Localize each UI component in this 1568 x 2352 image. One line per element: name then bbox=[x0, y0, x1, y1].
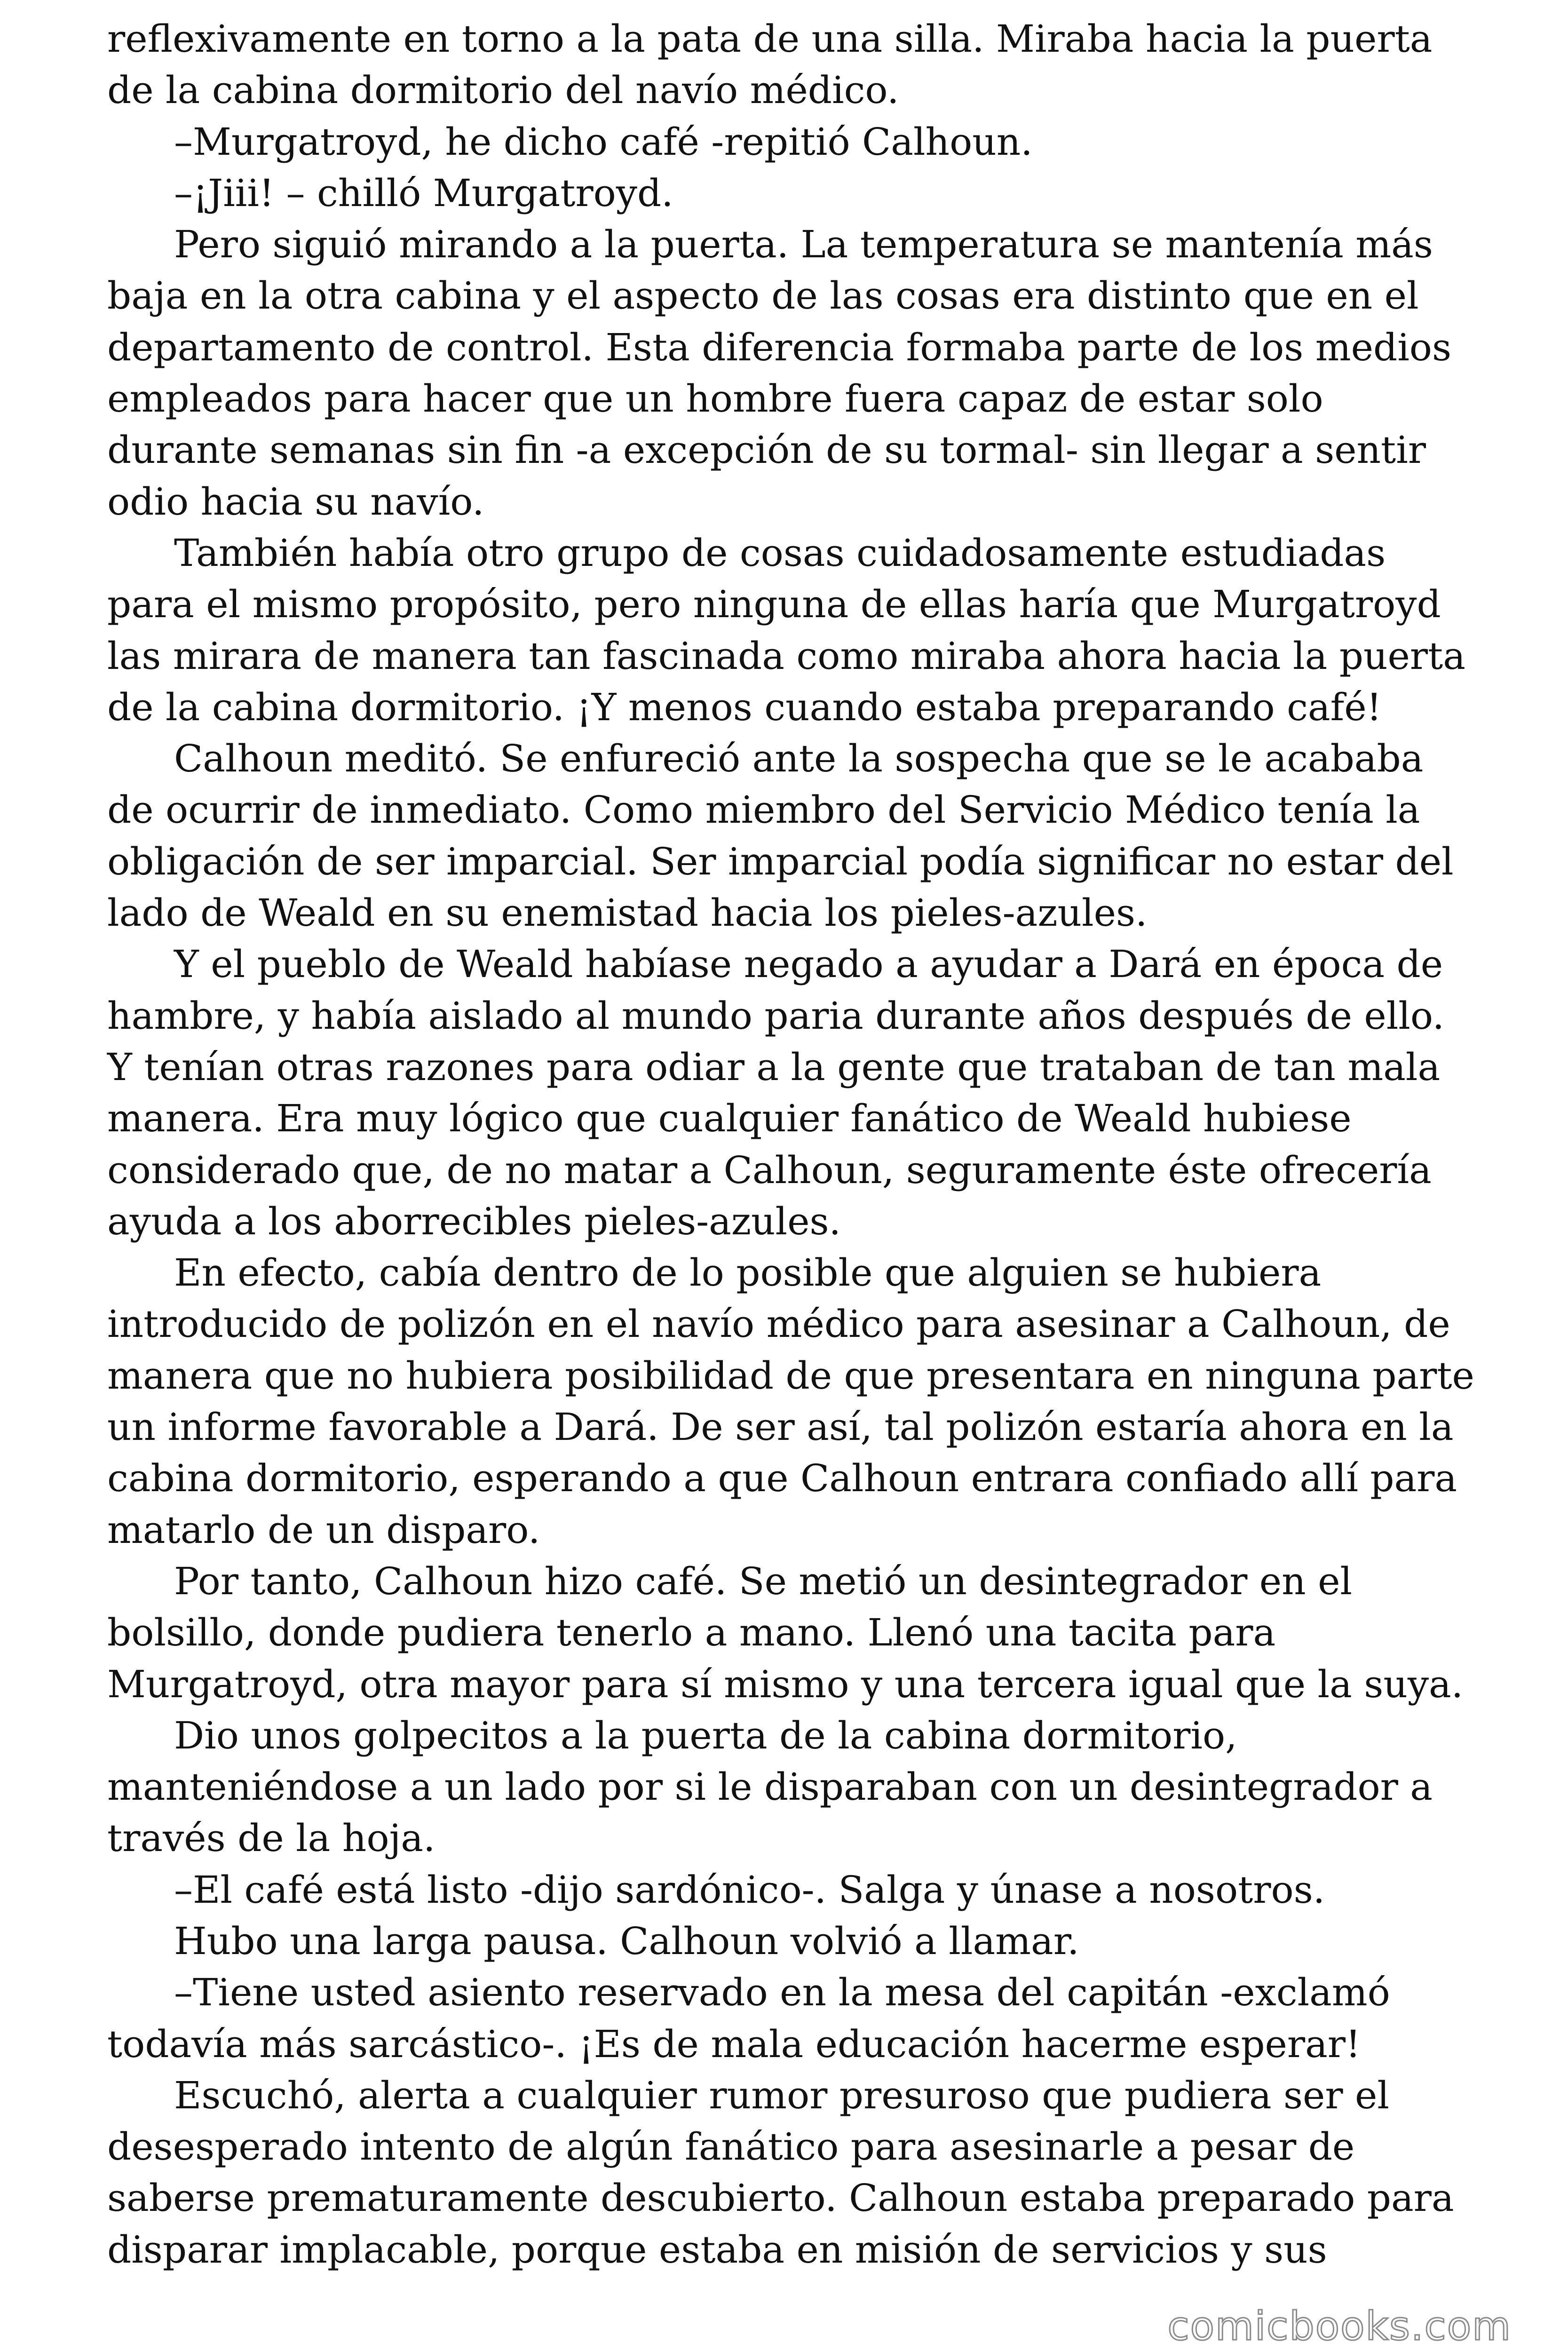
paragraph-continued: reflexivamente en torno a la pata de una silla. Miraba hacia la puerta de la cabina dormitorio del navío médico. bbox=[107, 17, 1433, 112]
paragraph: Hubo una larga pausa. Calhoun volvió a llamar. bbox=[174, 1919, 1079, 1963]
paragraph: –Tiene usted asiento reservado en la mesa del capitán -exclamó todavía más sarcástico-. ¡Es de mala educación hacerme esperar! bbox=[107, 1971, 1390, 2066]
paragraph: –El café está listo -dijo sardónico-. Salga y únase a nosotros. bbox=[174, 1867, 1325, 1912]
paragraph: –Murgatroyd, he dicho café -repitió Calhoun. bbox=[174, 119, 1033, 164]
paragraph: También había otro grupo de cosas cuidadosamente estudiadas para el mismo propósito, pero ninguna de ellas haría que Murgatroyd las mirara de manera tan fascinada como miraba ahora hacia la puerta de la cabina dormitorio. ¡Y menos cuando estaba preparando café! bbox=[107, 531, 1465, 729]
page-body bbox=[107, 13, 1479, 2275]
paragraph: Y el pueblo de Weald habíase negado a ayudar a Dará en época de hambre, y había aislado al mundo paria durante años después de ello. Y tenían otras razones para odiar a la gente que trataban de tan mala manera. Era muy lógico que cualquier fanático de Weald hubiese considerado que, de no matar a Calhoun, seguramente éste ofrecería ayuda a los aborrecibles pieles-azules. bbox=[107, 942, 1445, 1243]
paragraph: En efecto, cabía dentro de lo posible que alguien se hubiera introducido de polizón en el navío médico para asesinar a Calhoun, de manera que no hubiera posibilidad de que presentara en ninguna parte un informe favorable a Dará. De ser así, tal polizón estaría ahora en la cabina dormitorio, esperando a que Calhoun entrara confiado allí para matarlo de un disparo. bbox=[107, 1251, 1474, 1552]
watermark: comicbooks.com bbox=[1167, 2303, 1512, 2349]
paragraph: Dio unos golpecitos a la puerta de la cabina dormitorio, manteniéndose a un lado por si le disparaban con un desintegrador a través de la hoja. bbox=[107, 1713, 1433, 1860]
paragraph: Por tanto, Calhoun hizo café. Se metió un desintegrador en el bolsillo, donde pudiera tenerlo a mano. Llenó una tacita para Murgatroyd, otra mayor para sí mismo y una tercera igual que la suya. bbox=[107, 1559, 1464, 1706]
paragraph: Pero siguió mirando a la puerta. La temperatura se mantenía más baja en la otra cabina y el aspecto de las cosas era distinto que en el departamento de control. Esta diferencia formaba parte de los medios empleados para hacer que un hombre fuera capaz de estar solo durante semanas sin fin -a excepción de su tormal- sin llegar a sentir odio hacia su navío. bbox=[107, 222, 1452, 524]
paragraph: Calhoun meditó. Se enfureció ante la sospecha que se le acababa de ocurrir de inmediato. Como miembro del Servicio Médico tenía la obligación de ser imparcial. Ser imparcial podía significar no estar del lado de Weald en su enemistad hacia los pieles-azules. bbox=[107, 737, 1454, 935]
paragraph: –¡Jiii! – chilló Murgatroyd. bbox=[174, 171, 673, 215]
paragraph: Escuchó, alerta a cualquier rumor presuroso que pudiera ser el desesperado intento de algún fanático para asesinarle a pesar de saberse prematuramente descubierto. Calhoun estaba preparado para disparar implacable, porque estaba en misión de servicios y sus bbox=[107, 2073, 1454, 2272]
